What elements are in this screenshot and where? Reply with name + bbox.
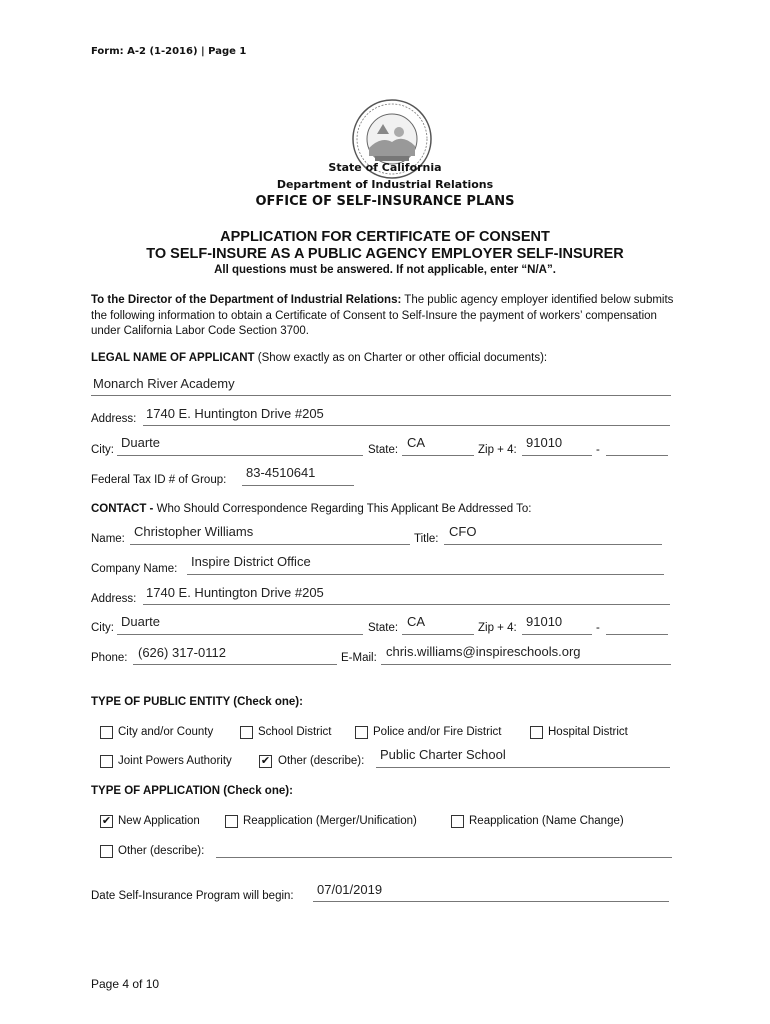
contact-title-line bbox=[444, 544, 662, 545]
checkbox-city-county[interactable] bbox=[100, 726, 113, 739]
contact-address-field[interactable]: 1740 E. Huntington Drive #205 bbox=[146, 585, 324, 600]
contact-zip-line bbox=[522, 634, 592, 635]
contact-city-field[interactable]: Duarte bbox=[121, 614, 161, 629]
contact-city-label: City: bbox=[91, 622, 114, 634]
intro-body: The public agency employer identified below submits the following information to obtain a Certificate of Consent to Self-Insure the payment of workers’ compensation under California Labor Code Section 3700. bbox=[91, 294, 674, 337]
phone-label: Phone: bbox=[91, 652, 128, 664]
contact-name-label: Name: bbox=[91, 533, 125, 545]
checkbox-police-fire-label: Police and/or Fire District bbox=[373, 726, 502, 738]
entity-heading: TYPE OF PUBLIC ENTITY (Check one): bbox=[91, 696, 303, 708]
city-field[interactable]: Duarte bbox=[121, 435, 161, 450]
city-label: City: bbox=[91, 444, 114, 456]
start-date-label: Date Self-Insurance Program will begin: bbox=[91, 890, 294, 902]
state-label: State: bbox=[368, 444, 399, 456]
checkbox-application-other[interactable] bbox=[100, 845, 113, 858]
checkbox-hospital-label: Hospital District bbox=[548, 726, 628, 738]
company-field[interactable]: Inspire District Office bbox=[191, 554, 311, 569]
city-line bbox=[117, 455, 363, 456]
address-label: Address: bbox=[91, 413, 137, 425]
address-field[interactable]: 1740 E. Huntington Drive #205 bbox=[146, 406, 324, 421]
tax-id-label: Federal Tax ID # of Group: bbox=[91, 474, 227, 486]
contact-zip-label: Zip + 4: bbox=[478, 622, 517, 634]
contact-title-field[interactable]: CFO bbox=[449, 524, 477, 539]
contact-zip-ext-line bbox=[606, 634, 668, 635]
office-name: OFFICE OF SELF-INSURANCE PLANS bbox=[255, 194, 515, 209]
page-number: Page 4 of 10 bbox=[91, 977, 160, 991]
checkbox-new-application-label: New Application bbox=[118, 815, 200, 827]
email-line bbox=[381, 664, 671, 665]
zip-line bbox=[522, 455, 592, 456]
phone-line bbox=[133, 664, 337, 665]
contact-state-line bbox=[402, 634, 474, 635]
legal-name-field[interactable]: Monarch River Academy bbox=[93, 376, 235, 391]
entity-other-line bbox=[376, 767, 670, 768]
contact-address-line bbox=[143, 604, 670, 605]
company-line bbox=[187, 574, 664, 575]
contact-address-label: Address: bbox=[91, 593, 137, 605]
contact-state-label: State: bbox=[368, 622, 399, 634]
zip-ext-line bbox=[606, 455, 668, 456]
contact-zip-dash: - bbox=[596, 622, 600, 634]
checkbox-entity-other-label: Other (describe): bbox=[278, 755, 365, 767]
email-label: E-Mail: bbox=[341, 652, 377, 664]
contact-title-label: Title: bbox=[414, 533, 439, 545]
contact-city-line bbox=[117, 634, 363, 635]
intro-lead: To the Director of the Department of Industrial Relations: bbox=[91, 294, 402, 306]
intro-paragraph bbox=[91, 293, 681, 340]
form-reference: Form: A-2 (1-2016) | Page 1 bbox=[91, 46, 247, 57]
company-label: Company Name: bbox=[91, 563, 178, 575]
start-date-field[interactable]: 07/01/2019 bbox=[317, 882, 383, 897]
checkbox-reapp-merger[interactable] bbox=[225, 815, 238, 828]
form-title-line1: APPLICATION FOR CERTIFICATE OF CONSENT bbox=[220, 229, 550, 245]
legal-name-line bbox=[91, 395, 671, 396]
checkbox-jpa-label: Joint Powers Authority bbox=[118, 755, 232, 767]
application-heading: TYPE OF APPLICATION (Check one): bbox=[91, 785, 293, 797]
start-date-line bbox=[313, 901, 669, 902]
checkbox-application-other-label: Other (describe): bbox=[118, 845, 205, 857]
state-field[interactable]: CA bbox=[407, 435, 426, 450]
address-line bbox=[143, 425, 670, 426]
department-name: Department of Industrial Relations bbox=[276, 178, 494, 191]
checkbox-jpa[interactable] bbox=[100, 755, 113, 768]
tax-id-field[interactable]: 83-4510641 bbox=[246, 465, 316, 480]
checkbox-entity-other[interactable]: ✔ bbox=[260, 755, 271, 767]
checkbox-reapp-name-change-label: Reapplication (Name Change) bbox=[469, 815, 624, 827]
entity-other-field[interactable]: Public Charter School bbox=[380, 747, 506, 762]
contact-state-field[interactable]: CA bbox=[407, 614, 426, 629]
phone-field[interactable]: (626) 317-0112 bbox=[138, 645, 226, 660]
zip-label: Zip + 4: bbox=[478, 444, 517, 456]
checkbox-city-county-label: City and/or County bbox=[118, 726, 214, 738]
checkbox-school-district[interactable] bbox=[240, 726, 253, 739]
contact-zip-field[interactable]: 91010 bbox=[526, 614, 563, 629]
form-instruction: All questions must be answered. If not applicable, enter “N/A”. bbox=[214, 264, 556, 276]
contact-heading: CONTACT - Who Should Correspondence Regarding This Applicant Be Addressed To: bbox=[91, 503, 532, 515]
state-name: State of California bbox=[328, 161, 442, 174]
checkbox-reapp-name-change[interactable] bbox=[451, 815, 464, 828]
contact-name-line bbox=[130, 544, 410, 545]
checkbox-new-application[interactable]: ✔ bbox=[101, 815, 112, 827]
zip-field[interactable]: 91010 bbox=[526, 435, 563, 450]
application-other-line[interactable] bbox=[216, 857, 672, 858]
form-title-line2: TO SELF-INSURE AS A PUBLIC AGENCY EMPLOYER SELF-INSURER bbox=[146, 246, 624, 262]
tax-id-line bbox=[242, 485, 354, 486]
checkbox-reapp-merger-label: Reapplication (Merger/Unification) bbox=[243, 815, 417, 827]
checkbox-hospital[interactable] bbox=[530, 726, 543, 739]
state-line bbox=[402, 455, 474, 456]
checkbox-school-district-label: School District bbox=[258, 726, 332, 738]
email-field[interactable]: chris.williams@inspireschools.org bbox=[386, 644, 581, 659]
legal-name-label: LEGAL NAME OF APPLICANT (Show exactly as on Charter or other official documents): bbox=[91, 352, 548, 364]
contact-name-field[interactable]: Christopher Williams bbox=[134, 524, 254, 539]
checkbox-police-fire[interactable] bbox=[355, 726, 368, 739]
zip-dash: - bbox=[596, 444, 600, 456]
